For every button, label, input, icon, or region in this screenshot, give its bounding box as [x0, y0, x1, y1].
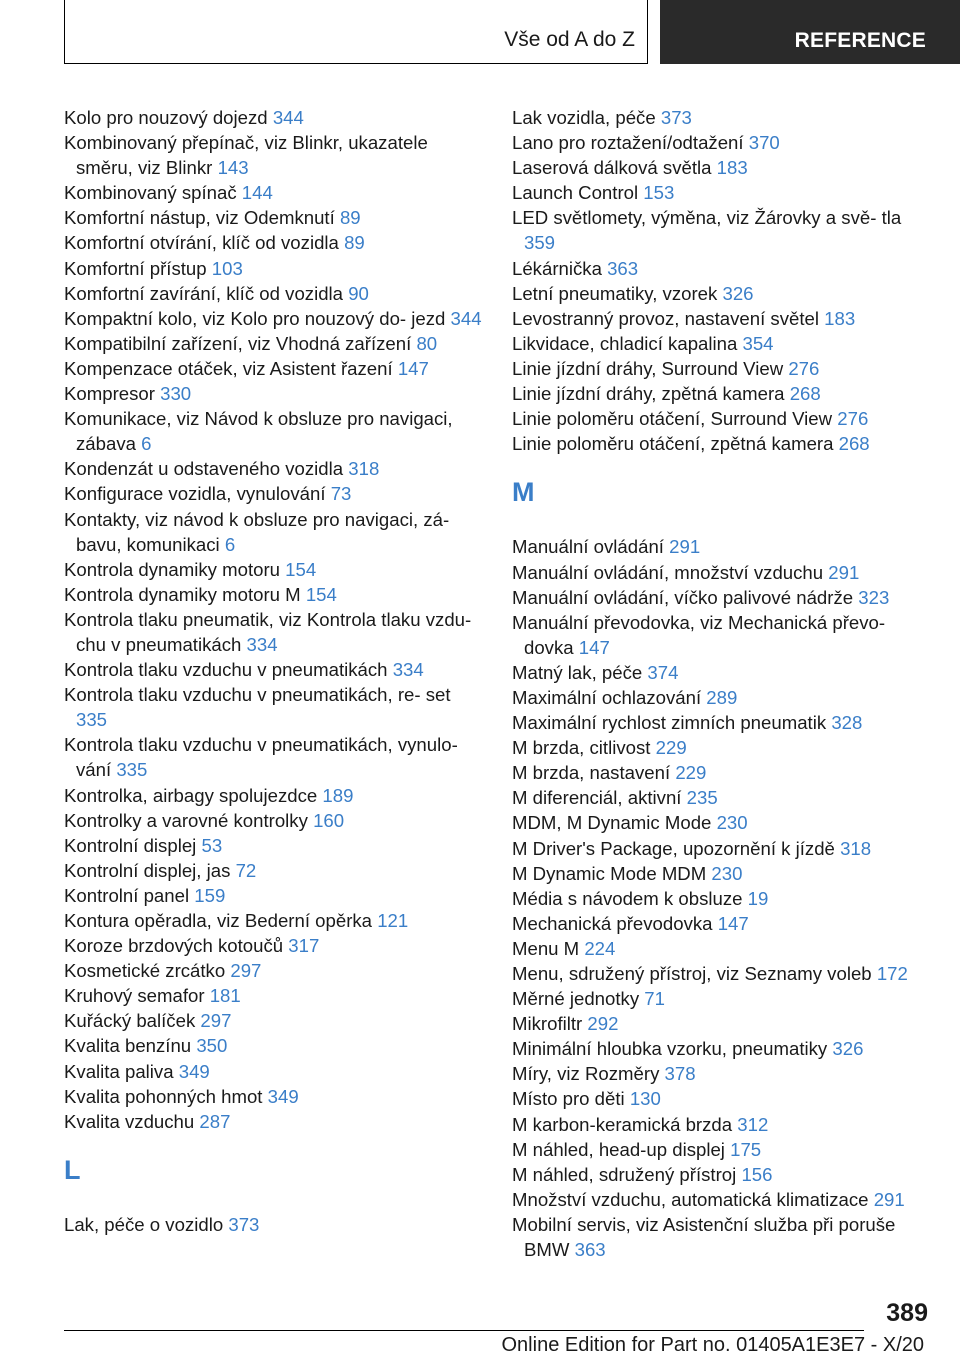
- index-entry-page-link[interactable]: 359: [524, 232, 556, 254]
- index-entry-page-link[interactable]: 229: [655, 737, 687, 759]
- index-entry-page-link[interactable]: 287: [199, 1110, 231, 1132]
- index-entry-page-link[interactable]: 291: [873, 1188, 905, 1210]
- index-entry-text: Maximální ochlazování: [512, 686, 702, 708]
- index-entry-text: M karbon-keramická brzda: [512, 1113, 733, 1135]
- index-entry-text: Koroze brzdových kotoučů: [64, 935, 284, 957]
- index-entry-page-link[interactable]: 130: [629, 1088, 661, 1110]
- index-entry-page-link[interactable]: 328: [831, 712, 863, 734]
- index-entry: [512, 356, 932, 381]
- index-entry-text: Kolo pro nouzový dojezd: [64, 107, 268, 128]
- index-entry-text: Linie poloměru otáčení, zpětná kamera: [512, 433, 834, 455]
- index-entry: [64, 507, 484, 557]
- index-entry-page-link[interactable]: 326: [722, 282, 754, 304]
- index-entry: [64, 230, 484, 255]
- index-entry-text: Kontrola tlaku pneumatik, viz Kontrola tlaku vzdu‐ chu v pneumatikách: [64, 608, 472, 655]
- index-entry: [512, 155, 932, 180]
- index-entry-text: MDM, M Dynamic Mode: [512, 812, 712, 834]
- index-entry-page-link[interactable]: 292: [587, 1013, 619, 1035]
- index-entry: [512, 861, 932, 886]
- index-entry-page-link[interactable]: 297: [200, 1010, 232, 1032]
- index-entry: [512, 735, 932, 760]
- index-entry: [64, 883, 484, 908]
- index-entry-page-link[interactable]: 175: [730, 1138, 762, 1160]
- index-entry-page-link[interactable]: 276: [837, 408, 869, 430]
- index-entry-text: Kombinovaný přepínač, viz Blinkr, ukazatele směru, viz Blinkr: [64, 132, 428, 179]
- index-entry: [512, 785, 932, 810]
- index-entry-page-link[interactable]: 230: [716, 812, 748, 834]
- index-entry-page-link[interactable]: 318: [840, 837, 872, 859]
- index-entry-text: Kontrola dynamiky motoru: [64, 558, 280, 580]
- index-entry-page-link[interactable]: 73: [330, 483, 352, 505]
- index-entry-text: Kvalita paliva: [64, 1060, 174, 1082]
- index-entry-text: Kompatibilní zařízení, viz Vhodná zařízení: [64, 332, 412, 354]
- header-section-box: [64, 0, 648, 64]
- index-entry-text: Kontrolní displej: [64, 834, 197, 856]
- index-entry-page-link[interactable]: 291: [828, 561, 860, 583]
- index-entry-text: M náhled, head-up displej: [512, 1138, 725, 1160]
- index-entry: [512, 105, 932, 130]
- index-entry: [64, 783, 484, 808]
- index-entry-page-link[interactable]: 181: [209, 985, 241, 1007]
- index-entry: [64, 180, 484, 205]
- index-entry-text: Kontrolka, airbagy spolujezdce: [64, 784, 318, 806]
- index-entry-page-link[interactable]: 230: [711, 862, 743, 884]
- index-entry-page-link[interactable]: 189: [322, 784, 354, 806]
- index-entry-text: Mechanická převodovka: [512, 912, 713, 934]
- index-entry: [64, 808, 484, 833]
- index-column-right: [512, 105, 932, 1262]
- index-entry-text: Lak, péče o vozidlo: [64, 1213, 224, 1235]
- index-entry-page-link[interactable]: 344: [272, 107, 304, 128]
- index-entry: [512, 331, 932, 356]
- index-entry: [512, 534, 932, 559]
- index-entry: [64, 682, 484, 732]
- index-entry: [64, 205, 484, 230]
- index-entry-page-link[interactable]: 147: [717, 912, 749, 934]
- index-entry-text: Linie poloměru otáčení, Surround View: [512, 408, 833, 430]
- index-entry-text: M Dynamic Mode MDM: [512, 862, 707, 884]
- index-entry-page-link[interactable]: 121: [377, 910, 409, 931]
- index-entry-text: Komunikace, viz Návod k obsluze pro navigaci, zábava: [64, 408, 453, 455]
- index-entry-page-link[interactable]: 268: [789, 383, 821, 405]
- index-entry-text: Likvidace, chladicí kapalina: [512, 332, 738, 354]
- index-entry: [512, 685, 932, 710]
- index-entry-text: Linie jízdní dráhy, zpětná kamera: [512, 383, 785, 405]
- index-entry: [64, 1059, 484, 1084]
- index-entry-text: M brzda, citlivost: [512, 737, 651, 759]
- index-entry-text: Manuální ovládání: [512, 536, 664, 558]
- index-entry-text: Kvalita benzínu: [64, 1035, 192, 1057]
- index-entry: [64, 1212, 484, 1237]
- index-letter-heading: M: [512, 477, 535, 508]
- index-entry-page-link[interactable]: 268: [838, 433, 870, 455]
- index-entry-page-link[interactable]: 349: [178, 1060, 210, 1082]
- index-entry-page-link[interactable]: 154: [285, 558, 317, 580]
- index-entry: [512, 836, 932, 861]
- index-entry: [512, 431, 932, 456]
- index-entry-text: Kvalita vzduchu: [64, 1110, 195, 1132]
- index-entry-text: Lak vozidla, péče: [512, 107, 656, 128]
- index-entry-page-link[interactable]: 312: [737, 1113, 769, 1135]
- index-entry: [512, 306, 932, 331]
- index-entry-page-link[interactable]: 349: [267, 1085, 299, 1107]
- index-entry-page-link[interactable]: 183: [716, 157, 748, 179]
- index-entry: [512, 1187, 932, 1212]
- index-entry: [512, 961, 932, 986]
- index-entry-text: Levostranný provoz, nastavení světel: [512, 307, 819, 329]
- index-entry-text: Kontrola tlaku vzduchu v pneumatikách: [64, 659, 388, 681]
- index-entry: [512, 810, 932, 835]
- index-entry: [512, 256, 932, 281]
- index-entry: [64, 933, 484, 958]
- index-entry-text: Kompaktní kolo, viz Kolo pro nouzový do‐ jezd: [64, 307, 446, 329]
- index-entry-text: Komfortní zavírání, klíč od vozidla: [64, 282, 344, 304]
- index-entry: [512, 1036, 932, 1061]
- index-entry-text: Kondenzát u odstaveného vozidla: [64, 458, 344, 480]
- index-entry-text: Mobilní servis, viz Asistenční služba při poruše BMW: [512, 1213, 896, 1261]
- index-entry-text: Manuální ovládání, víčko palivové nádrže: [512, 586, 854, 608]
- index-entry-text: Minimální hloubka vzorku, pneumatiky: [512, 1038, 828, 1060]
- index-entry-page-link[interactable]: 276: [788, 357, 820, 379]
- index-entry-page-link[interactable]: 154: [305, 583, 337, 605]
- index-entry-text: M náhled, sdružený přístroj: [512, 1163, 737, 1185]
- index-entry-page-link[interactable]: 370: [748, 132, 780, 154]
- index-entry-page-link[interactable]: 172: [876, 963, 908, 984]
- index-entry: [64, 582, 484, 607]
- index-entry-page-link[interactable]: 53: [201, 834, 223, 856]
- index-entry: [64, 281, 484, 306]
- index-entry-page-link[interactable]: 373: [228, 1213, 260, 1235]
- index-entry-page-link[interactable]: 374: [647, 661, 679, 683]
- index-entry-page-link[interactable]: 335: [76, 709, 108, 731]
- index-entry-text: Kruhový semafor: [64, 985, 205, 1007]
- index-entry-page-link[interactable]: 330: [160, 383, 192, 405]
- index-entry-text: M diferenciál, aktivní: [512, 787, 682, 809]
- index-entry: [64, 481, 484, 506]
- index-entry-page-link[interactable]: 334: [246, 633, 278, 655]
- index-entry-page-link[interactable]: 229: [675, 762, 707, 784]
- index-entry-page-link[interactable]: 183: [824, 307, 856, 329]
- index-entry-text: Launch Control: [512, 182, 639, 204]
- index-entry: [64, 256, 484, 281]
- index-entry: [512, 610, 932, 660]
- index-entry-text: Laserová dálková světla: [512, 157, 712, 179]
- index-entry-page-link[interactable]: 103: [211, 257, 243, 279]
- index-entry: [64, 456, 484, 481]
- footer-rule: [64, 1330, 864, 1331]
- index-entry-text: Kontrolní panel: [64, 884, 190, 906]
- index-entry-text: M Driver's Package, upozornění k jízdě: [512, 837, 835, 859]
- index-entry: [512, 936, 932, 961]
- index-entry: [512, 180, 932, 205]
- index-entry-text: M brzda, nastavení: [512, 762, 671, 784]
- index-entry-text: Média s návodem k obsluze: [512, 887, 743, 909]
- header-chapter-tab: [660, 0, 960, 64]
- index-entry: [64, 381, 484, 406]
- index-entry-page-link[interactable]: 323: [858, 586, 890, 608]
- index-entry-text: Mikrofiltr: [512, 1013, 583, 1035]
- header-chapter-title: REFERENCE: [794, 29, 926, 52]
- index-entry: [64, 406, 484, 456]
- index-entry-text: Měrné jednotky: [512, 988, 640, 1010]
- index-entry-text: Maximální rychlost zimních pneumatik: [512, 712, 827, 734]
- index-entry-text: Kontrola dynamiky motoru M: [64, 583, 301, 605]
- index-entry: [512, 1137, 932, 1162]
- index-entry-page-link[interactable]: 350: [196, 1035, 228, 1057]
- index-entry: [64, 958, 484, 983]
- index-entry-text: Kvalita pohonných hmot: [64, 1085, 263, 1107]
- index-entry: [512, 130, 932, 155]
- index-entry: [64, 306, 484, 331]
- index-entry-page-link[interactable]: 326: [832, 1038, 864, 1060]
- index-entry-page-link[interactable]: 71: [644, 988, 665, 1010]
- index-entry: [512, 986, 932, 1011]
- index-entry: [512, 1061, 932, 1086]
- index-entry-page-link[interactable]: 160: [313, 809, 345, 831]
- index-entry: [64, 1109, 484, 1134]
- index-entry-text: Manuální ovládání, množství vzduchu: [512, 561, 824, 583]
- index-entry-text: Lékárnička: [512, 257, 602, 279]
- index-entry-text: Matný lak, péče: [512, 661, 643, 683]
- index-letter-heading: L: [64, 1154, 81, 1185]
- index-entry: [64, 1084, 484, 1109]
- index-entry: [64, 833, 484, 858]
- header-section-title: Vše od A do Z: [504, 28, 635, 51]
- index-entry-page-link[interactable]: 317: [288, 935, 320, 957]
- index-entry: [512, 886, 932, 911]
- index-entry-page-link[interactable]: 159: [194, 884, 226, 906]
- index-entry-page-link[interactable]: 363: [574, 1239, 606, 1261]
- index-entry-page-link[interactable]: 153: [643, 182, 675, 204]
- index-entry: [512, 585, 932, 610]
- index-entry-text: Kontrola tlaku vzduchu v pneumatikách, vynulo‐ vání: [64, 734, 458, 781]
- index-entry-page-link[interactable]: 289: [706, 686, 738, 708]
- index-entry-text: Linie jízdní dráhy, Surround View: [512, 357, 784, 379]
- index-entry-page-link[interactable]: 6: [141, 433, 152, 455]
- index-entry-page-link[interactable]: 143: [217, 157, 249, 179]
- index-entry-text: Kontrolní displej, jas: [64, 859, 231, 881]
- index-entry: [512, 760, 932, 785]
- footer-edition-text: Online Edition for Part no. 01405A1E3E7 - X/20: [501, 1334, 924, 1356]
- index-entry-text: Místo pro děti: [512, 1088, 625, 1110]
- index-entry: [512, 1162, 932, 1187]
- index-entry: [512, 660, 932, 685]
- index-entry: [512, 911, 932, 936]
- index-entry: [64, 908, 484, 933]
- index-entry-page-link[interactable]: 344: [450, 307, 482, 329]
- index-entry: [64, 130, 484, 180]
- index-entry-page-link[interactable]: 147: [578, 636, 610, 658]
- index-entry-text: Kontrola tlaku vzduchu v pneumatikách, re‐ set: [64, 684, 451, 706]
- index-entry: [512, 710, 932, 735]
- index-entry-text: LED světlomety, výměna, viz Žárovky a svě‐ tla: [512, 207, 902, 229]
- index-entry-text: Komfortní přístup: [64, 257, 207, 279]
- index-entry-page-link[interactable]: 90: [348, 282, 369, 304]
- index-entry-page-link[interactable]: 156: [741, 1163, 773, 1185]
- index-entry-page-link[interactable]: 335: [116, 759, 148, 781]
- index-entry: [512, 1112, 932, 1137]
- index-entry: [64, 1008, 484, 1033]
- index-entry-page-link[interactable]: 318: [348, 458, 380, 480]
- index-entry-page-link[interactable]: 6: [224, 533, 236, 555]
- index-entry-page-link[interactable]: 297: [230, 960, 262, 982]
- index-entry-text: Množství vzduchu, automatická klimatizace: [512, 1188, 869, 1210]
- index-entry-text: Menu M: [512, 937, 580, 959]
- index-entry: [512, 281, 932, 306]
- index-entry-page-link[interactable]: 19: [747, 887, 769, 909]
- index-entry-text: Manuální převodovka, viz Mechanická převo‐ dovka: [512, 611, 886, 658]
- index-entry-page-link[interactable]: 147: [397, 357, 429, 379]
- index-entry: [512, 381, 932, 406]
- index-entry-text: Míry, viz Rozměry: [512, 1063, 660, 1085]
- index-entry-text: Kontakty, viz návod k obsluze pro navigaci, zá‐ bavu, komunikaci: [64, 508, 450, 555]
- index-entry-page-link[interactable]: 373: [660, 107, 692, 128]
- index-entry-page-link[interactable]: 363: [607, 257, 639, 279]
- index-entry-page-link[interactable]: 334: [392, 659, 424, 681]
- index-entry: [512, 1086, 932, 1111]
- index-entry: [64, 557, 484, 582]
- index-entry-text: Kompresor: [64, 383, 155, 405]
- index-entry-text: Letní pneumatiky, vzorek: [512, 282, 718, 304]
- index-entry: [64, 657, 484, 682]
- index-entry-text: Menu, sdružený přístroj, viz Seznamy voleb: [512, 963, 872, 984]
- index-entry: [64, 356, 484, 381]
- index-entry: [64, 1033, 484, 1058]
- index-entry-text: Kompenzace otáček, viz Asistent řazení: [64, 357, 393, 379]
- index-entry-text: Kontura opěradla, viz Bederní opěrka: [64, 910, 373, 931]
- index-entry-page-link[interactable]: 89: [339, 207, 361, 229]
- index-entry-text: Kosmetické zrcátko: [64, 960, 226, 982]
- index-entry: [512, 406, 932, 431]
- index-entry-page-link[interactable]: 235: [686, 787, 718, 809]
- index-entry: [64, 105, 484, 130]
- index-entry: [512, 1212, 932, 1262]
- index-entry-page-link[interactable]: 80: [416, 332, 438, 354]
- index-entry: [64, 732, 484, 782]
- index-entry: [64, 331, 484, 356]
- index-entry-text: Kuřácký balíček: [64, 1010, 196, 1032]
- index-entry-page-link[interactable]: 144: [241, 182, 273, 204]
- index-entry-page-link[interactable]: 354: [742, 332, 774, 354]
- page-number: 389: [886, 1299, 928, 1327]
- index-entry-text: Konfigurace vozidla, vynulování: [64, 483, 326, 505]
- index-entry-text: Lano pro roztažení/odtažení: [512, 132, 744, 154]
- index-entry: [64, 858, 484, 883]
- index-column-left: [64, 105, 484, 1237]
- index-entry: [512, 1011, 932, 1036]
- index-entry-text: Komfortní otvírání, klíč od vozidla: [64, 232, 339, 254]
- index-entry-page-link[interactable]: 72: [235, 859, 257, 881]
- index-entry-text: Komfortní nástup, viz Odemknutí: [64, 207, 335, 229]
- index-entry-page-link[interactable]: 224: [584, 937, 616, 959]
- index-entry: [512, 205, 932, 255]
- index-entry-page-link[interactable]: 378: [664, 1063, 696, 1085]
- index-entry-text: Kombinovaný spínač: [64, 182, 237, 204]
- index-entry: [64, 607, 484, 657]
- index-entry: [512, 560, 932, 585]
- index-entry: [64, 983, 484, 1008]
- index-entry-page-link[interactable]: 291: [669, 536, 701, 558]
- index-entry-text: Kontrolky a varovné kontrolky: [64, 809, 308, 831]
- index-entry-page-link[interactable]: 89: [344, 232, 365, 254]
